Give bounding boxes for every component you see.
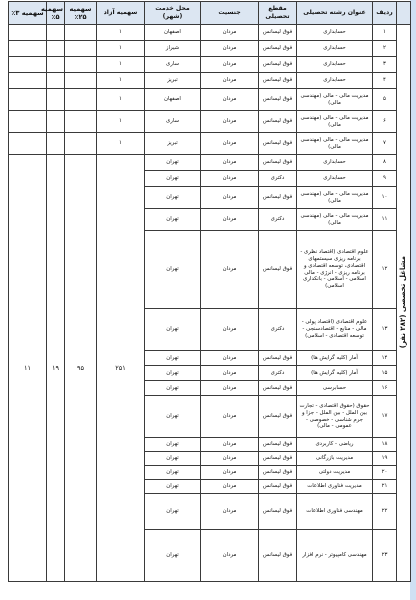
degree-cell: فوق لیسانس [259, 187, 297, 209]
location-cell: تهران [145, 351, 201, 366]
location-cell: تهران [145, 309, 201, 351]
field-cell: مهندسی فناوری اطلاعات [297, 494, 373, 530]
location-cell: تبریز [145, 133, 201, 155]
gender-cell: مردان [201, 111, 259, 133]
degree-cell: فوق لیسانس [259, 466, 297, 480]
degree-cell: فوق لیسانس [259, 155, 297, 171]
gender-cell: مردان [201, 466, 259, 480]
location-cell: اصفهان [145, 89, 201, 111]
share-5-cell [47, 25, 65, 41]
field-cell: ریاضی - کاربردی [297, 438, 373, 452]
degree-cell: فوق لیسانس [259, 452, 297, 466]
row-number-cell: ۲۰ [373, 466, 397, 480]
field-cell: آمار (کلیه گرایش ها) [297, 366, 373, 381]
gender-cell: مردان [201, 396, 259, 438]
field-cell: علوم اقتصادی (اقتصاد نظری - برنامه ریزی سیستمهای اقتصادی، توسعه اقتصادی و برنامه ریزی - انرژی - مالی اسلامی - اسلامی - بانکداری اسلامی) [297, 231, 373, 309]
degree-cell: فوق لیسانس [259, 73, 297, 89]
free-share-cell: ۱ [97, 133, 145, 155]
free-share-cell: ۱ [97, 41, 145, 57]
share-25-cell [65, 57, 97, 73]
row-number-cell: ۱۲ [373, 231, 397, 309]
degree-cell: فوق لیسانس [259, 396, 297, 438]
share-5-cell [47, 57, 65, 73]
row-number-cell: ۱۶ [373, 381, 397, 396]
row-number-cell: ۲۳ [373, 530, 397, 582]
free-share-cell: ۱ [97, 89, 145, 111]
row-number-cell: ۴ [373, 73, 397, 89]
field-cell: حسابداری [297, 73, 373, 89]
header-degree: مقطع تحصیلی [259, 2, 297, 25]
degree-cell: فوق لیسانس [259, 494, 297, 530]
gender-cell: مردان [201, 366, 259, 381]
free-share-cell: ۱ [97, 57, 145, 73]
row-number-cell: ۳ [373, 57, 397, 73]
degree-cell: فوق لیسانس [259, 57, 297, 73]
field-cell: مدیریت دولتی [297, 466, 373, 480]
row-number-cell: ۷ [373, 133, 397, 155]
share-5-cell [47, 133, 65, 155]
gender-cell: مردان [201, 351, 259, 366]
field-cell: حسابداری [297, 171, 373, 187]
degree-cell: فوق لیسانس [259, 25, 297, 41]
gender-cell: مردان [201, 438, 259, 452]
share-3-cell [9, 89, 47, 111]
location-cell: تهران [145, 438, 201, 452]
gender-cell: مردان [201, 89, 259, 111]
location-cell: تهران [145, 155, 201, 171]
location-cell: ساری [145, 57, 201, 73]
degree-cell: فوق لیسانس [259, 480, 297, 494]
header-row [9, 2, 411, 25]
location-cell: تهران [145, 452, 201, 466]
table-row [9, 25, 411, 41]
share-25-cell [65, 89, 97, 111]
degree-cell: دکتری [259, 309, 297, 351]
share-3-cell [9, 133, 47, 155]
share-25-cell [65, 73, 97, 89]
row-number-cell: ۲ [373, 41, 397, 57]
table-body [9, 25, 411, 582]
location-cell: تهران [145, 480, 201, 494]
share-25-cell [65, 111, 97, 133]
gender-cell: مردان [201, 452, 259, 466]
field-cell: مدیریت بازرگانی [297, 452, 373, 466]
gender-cell: مردان [201, 73, 259, 89]
row-number-cell: ۱۱ [373, 209, 397, 231]
degree-cell: دکتری [259, 209, 297, 231]
gender-cell: مردان [201, 187, 259, 209]
share-3-cell [9, 57, 47, 73]
location-cell: تهران [145, 171, 201, 187]
header-row-number: ردیف [373, 2, 397, 25]
field-cell: مدیریت مالی - مالی (مهندسی مالی) [297, 89, 373, 111]
header-share-5: سهمیه ۵٪ [47, 2, 65, 25]
location-cell: اصفهان [145, 25, 201, 41]
degree-cell: فوق لیسانس [259, 381, 297, 396]
degree-cell: فوق لیسانس [259, 111, 297, 133]
row-number-cell: ۱۸ [373, 438, 397, 452]
degree-cell: فوق لیسانس [259, 231, 297, 309]
table-row [9, 57, 411, 73]
free-share-cell: ۱ [97, 73, 145, 89]
gender-cell: مردان [201, 231, 259, 309]
degree-cell: فوق لیسانس [259, 351, 297, 366]
group-label-cell [397, 25, 411, 582]
field-cell: حقوق (حقوق اقتصادی - تجارت بین الملل - بین الملل - جزا و جرم شناسی - خصوصی - عمومی - مالی) [297, 396, 373, 438]
degree-cell: فوق لیسانس [259, 133, 297, 155]
share-5-total: ۱۹ [47, 155, 65, 582]
field-cell: حسابداری [297, 57, 373, 73]
row-number-cell: ۲۲ [373, 494, 397, 530]
location-cell: تهران [145, 494, 201, 530]
share-25-cell [65, 41, 97, 57]
gender-cell: مردان [201, 25, 259, 41]
field-cell: مدیریت مالی - مالی (مهندسی مالی) [297, 111, 373, 133]
share-5-cell [47, 73, 65, 89]
share-5-cell [47, 111, 65, 133]
gender-cell: مردان [201, 41, 259, 57]
header-location: محل خدمت (شهر) [145, 2, 201, 25]
header-share-3: سهمیه ۳٪ [9, 2, 47, 25]
degree-cell: فوق لیسانس [259, 89, 297, 111]
row-number-cell: ۱۷ [373, 396, 397, 438]
field-cell: مدیریت مالی - مالی (مهندسی مالی) [297, 133, 373, 155]
gender-cell: مردان [201, 494, 259, 530]
share-3-cell [9, 73, 47, 89]
share-25-cell [65, 25, 97, 41]
location-cell: تهران [145, 187, 201, 209]
field-cell: مدیریت مالی - مالی (مهندسی مالی) [297, 209, 373, 231]
header-gender: جنسیت [201, 2, 259, 25]
share-3-cell [9, 25, 47, 41]
table-row [9, 89, 411, 111]
header-share-25: سهمیه ۲۵٪ [65, 2, 97, 25]
share-3-total: ۱۱ [9, 155, 47, 582]
degree-cell: فوق لیسانس [259, 530, 297, 582]
row-number-cell: ۶ [373, 111, 397, 133]
degree-cell: فوق لیسانس [259, 41, 297, 57]
free-share-total: ۲۵۱ [97, 155, 145, 582]
field-cell: علوم اقتصادی (اقتصاد پولی - مالی - منابع - اقتصادسنجی - توسعه اقتصادی - اسلامی) [297, 309, 373, 351]
gender-cell: مردان [201, 381, 259, 396]
location-cell: تهران [145, 366, 201, 381]
gender-cell: مردان [201, 155, 259, 171]
row-number-cell: ۲۱ [373, 480, 397, 494]
location-cell: ساری [145, 111, 201, 133]
field-cell: مدیریت فناوری اطلاعات [297, 480, 373, 494]
row-number-cell: ۱ [373, 25, 397, 41]
field-cell: حسابداری [297, 25, 373, 41]
table-row [9, 155, 411, 171]
degree-cell: دکتری [259, 171, 297, 187]
field-cell: مهندسی کامپیوتر - نرم افزار [297, 530, 373, 582]
table-row [9, 111, 411, 133]
row-number-cell: ۱۳ [373, 309, 397, 351]
gender-cell: مردان [201, 57, 259, 73]
gender-cell: مردان [201, 530, 259, 582]
table-row [9, 41, 411, 57]
gender-cell: مردان [201, 209, 259, 231]
row-number-cell: ۱۵ [373, 366, 397, 381]
field-cell: حسابرسی [297, 381, 373, 396]
location-cell: تبریز [145, 73, 201, 89]
row-number-cell: ۱۰ [373, 187, 397, 209]
location-cell: تهران [145, 231, 201, 309]
gender-cell: مردان [201, 309, 259, 351]
field-cell: مدیریت مالی - مالی (مهندسی مالی) [297, 187, 373, 209]
recruitment-table [8, 1, 411, 582]
location-cell: تهران [145, 209, 201, 231]
table-row [9, 133, 411, 155]
table-row [9, 73, 411, 89]
row-number-cell: ۹ [373, 171, 397, 187]
row-number-cell: ۱۹ [373, 452, 397, 466]
share-25-cell [65, 133, 97, 155]
row-number-cell: ۵ [373, 89, 397, 111]
free-share-cell: ۱ [97, 25, 145, 41]
share-5-cell [47, 89, 65, 111]
location-cell: تهران [145, 396, 201, 438]
gender-cell: مردان [201, 480, 259, 494]
header-field: عنوان رشته تحصیلی [297, 2, 373, 25]
gender-cell: مردان [201, 171, 259, 187]
share-3-cell [9, 41, 47, 57]
row-number-cell: ۸ [373, 155, 397, 171]
group-label: مشاغل تخصصی (۲۸۲ نفر) [399, 255, 408, 348]
gender-cell: مردان [201, 133, 259, 155]
share-25-total: ۹۵ [65, 155, 97, 582]
free-share-cell: ۱ [97, 111, 145, 133]
location-cell: تهران [145, 530, 201, 582]
header-group [397, 2, 411, 25]
row-number-cell: ۱۴ [373, 351, 397, 366]
degree-cell: فوق لیسانس [259, 438, 297, 452]
location-cell: تهران [145, 466, 201, 480]
field-cell: آمار (کلیه گرایش ها) [297, 351, 373, 366]
share-3-cell [9, 111, 47, 133]
field-cell: حسابداری [297, 155, 373, 171]
field-cell: حسابداری [297, 41, 373, 57]
location-cell: شیراز [145, 41, 201, 57]
location-cell: تهران [145, 381, 201, 396]
degree-cell: دکتری [259, 366, 297, 381]
share-5-cell [47, 41, 65, 57]
header-free-share: سهمیه آزاد [97, 2, 145, 25]
